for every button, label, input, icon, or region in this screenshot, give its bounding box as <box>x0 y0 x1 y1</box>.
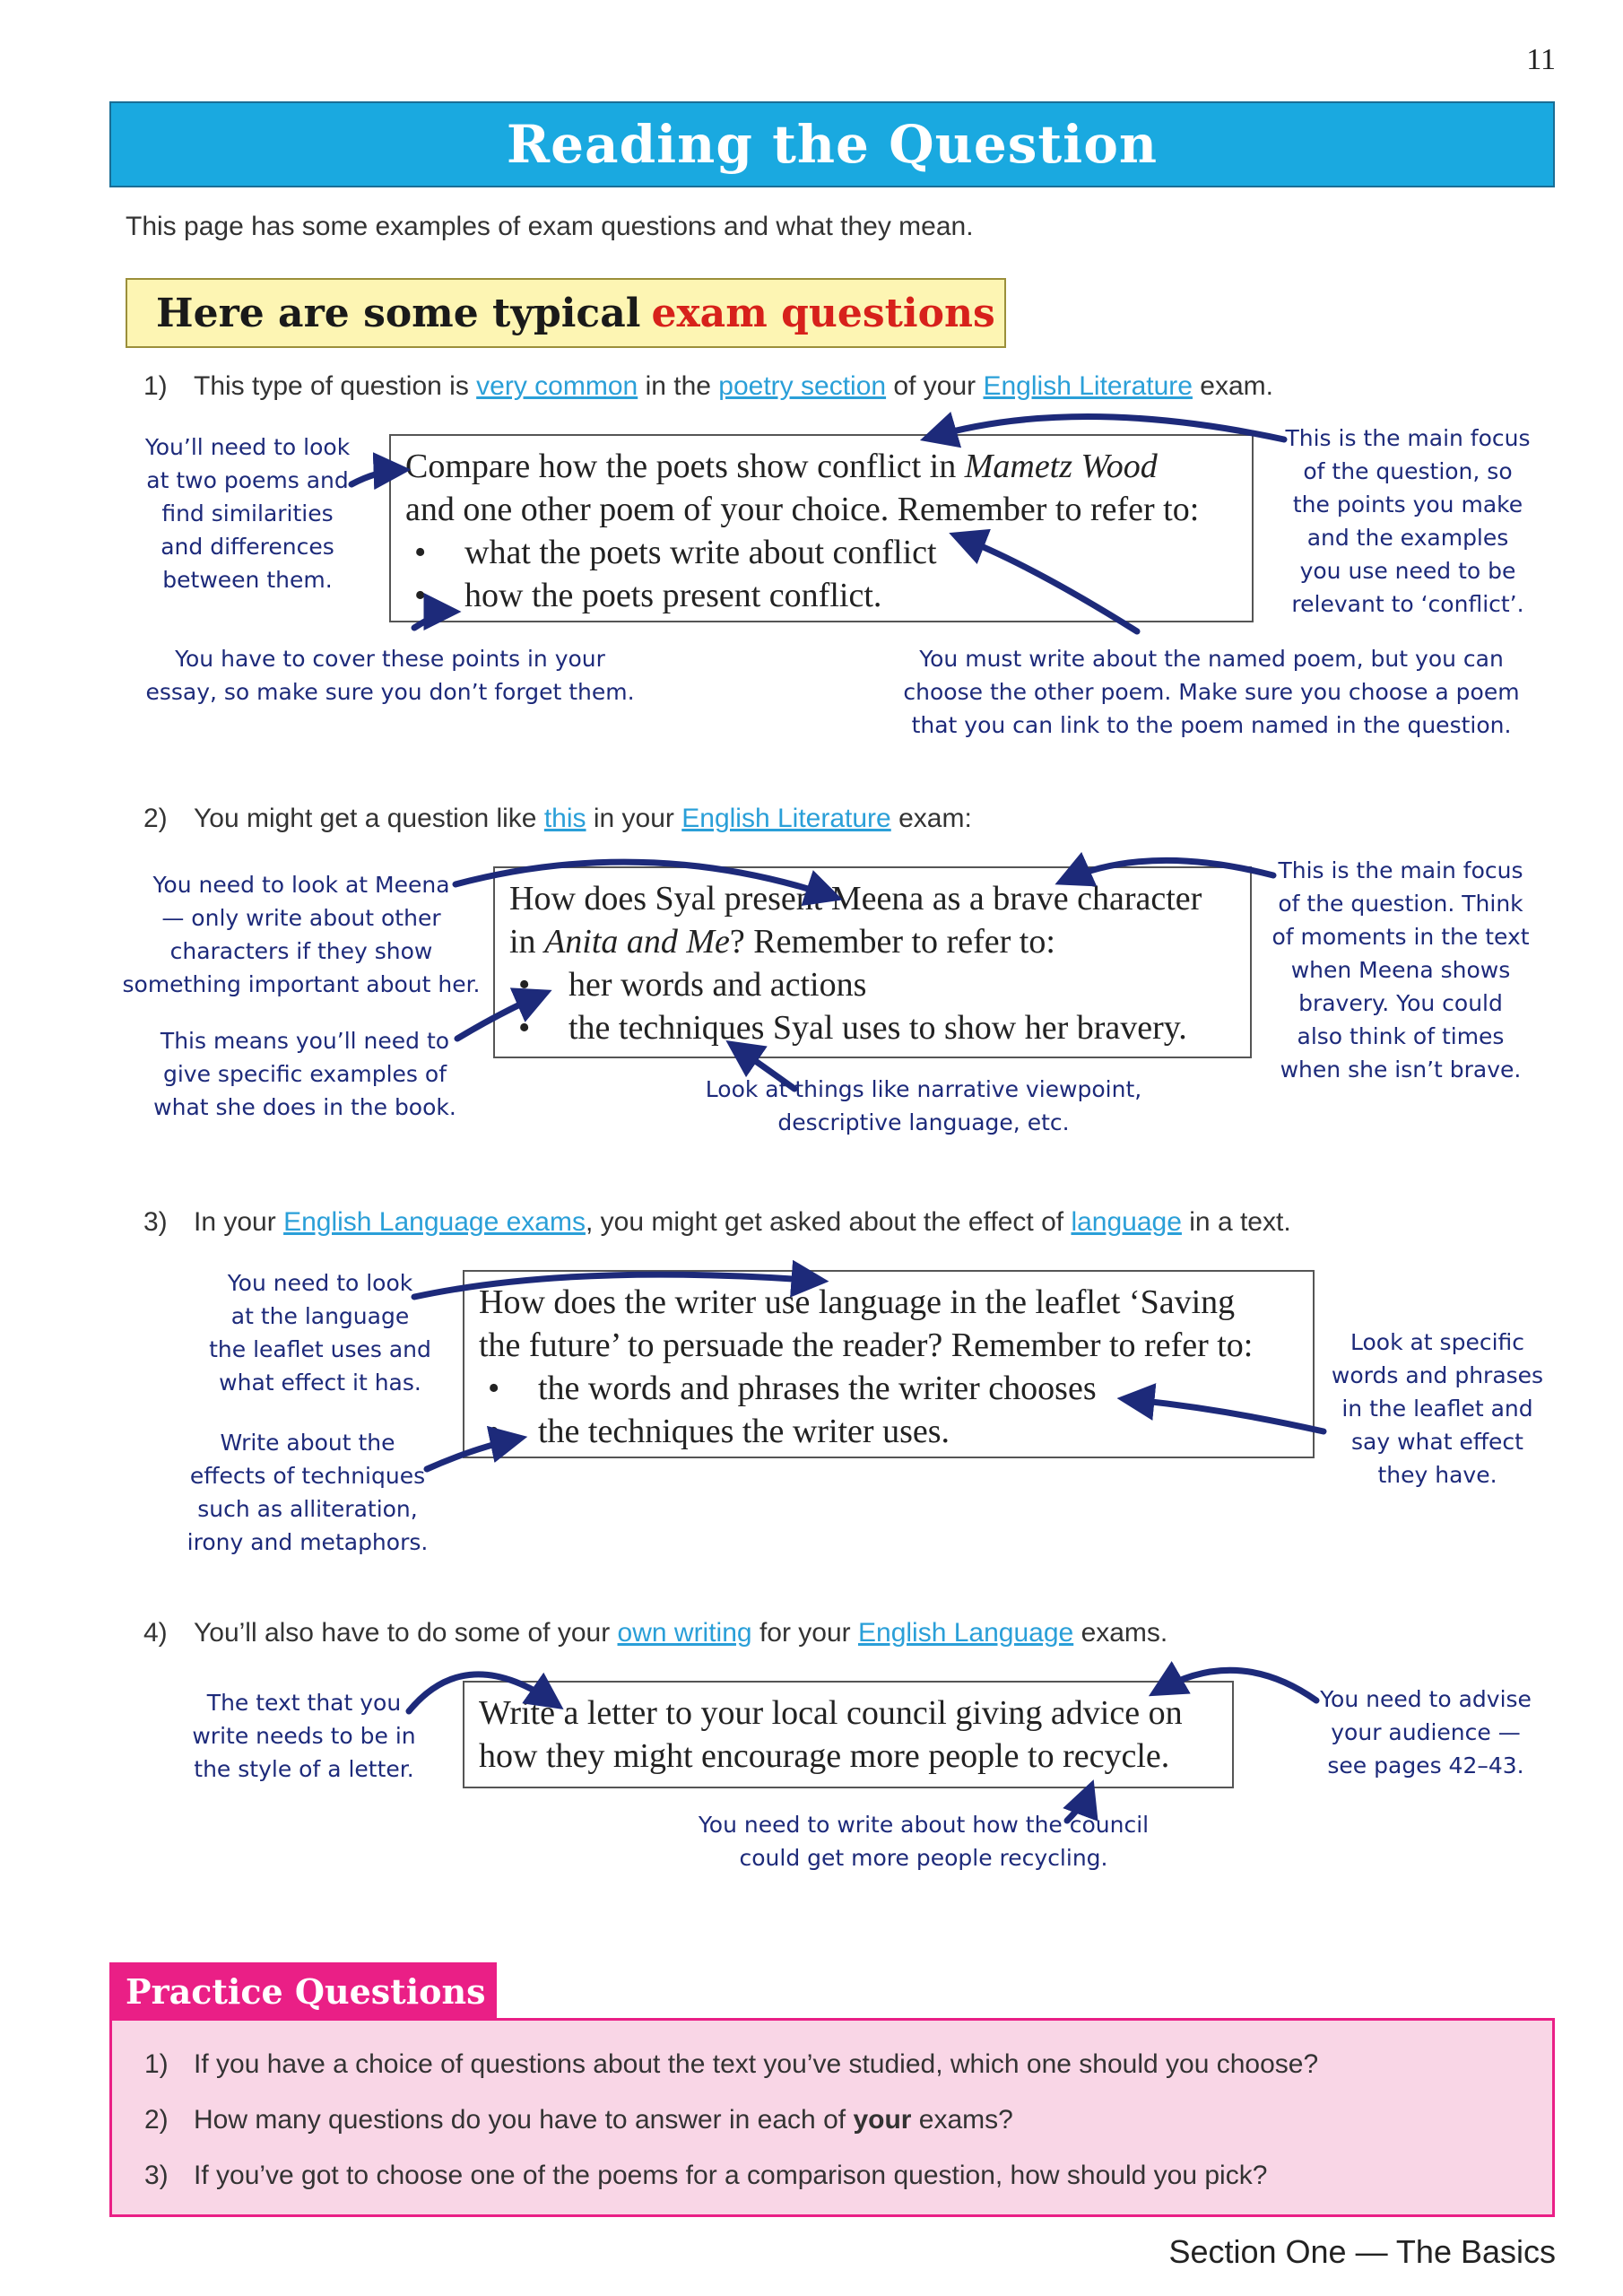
practice-question <box>144 2148 1552 2204</box>
note-line: when Meena shows <box>1290 957 1511 983</box>
practice-question <box>144 2037 1552 2092</box>
note-line: give specific examples of <box>162 1061 447 1087</box>
note-q4-left <box>183 1686 425 1786</box>
question-line: and one other poem of your choice. Remember to refer to: <box>405 491 1200 528</box>
note-q2-bottom <box>681 1073 1166 1139</box>
note-q3-left-bottom <box>178 1426 438 1559</box>
practice-questions-tab: Practice Questions <box>109 1962 497 2020</box>
intro-text: This page has some examples of exam questions and what they mean. <box>126 212 974 241</box>
poem-title: Mametz Wood <box>964 448 1158 485</box>
note-line: This is the main focus <box>1278 857 1523 883</box>
question-4-heading <box>143 1618 1167 1648</box>
question-line <box>509 920 1236 963</box>
note-line: could get more people recycling. <box>739 1845 1108 1871</box>
note-line: Write about the <box>220 1430 395 1456</box>
bullet-text: the techniques Syal uses to show her bravery. <box>568 1009 1187 1047</box>
question-number: 3) <box>143 1207 168 1237</box>
bullet-text: her words and actions <box>568 966 867 1004</box>
note-line: The text that you <box>206 1690 402 1716</box>
note-q1-right <box>1273 422 1542 621</box>
practice-number: 1) <box>144 2049 169 2079</box>
note-line: at the language <box>230 1303 410 1329</box>
typical-lead: Here are some typical <box>156 290 641 336</box>
note-line: see pages 42–43. <box>1327 1752 1524 1779</box>
note-line: You have to cover these points in your <box>175 646 605 672</box>
note-line: when she isn’t brave. <box>1280 1057 1522 1083</box>
note-line: in the leaflet and <box>1341 1396 1533 1422</box>
heading-text: in a text. <box>1189 1207 1291 1237</box>
question-number: 1) <box>143 371 168 401</box>
link-very-common[interactable]: very common <box>476 371 638 401</box>
question-number: 2) <box>143 804 168 833</box>
note-line: This means you’ll need to <box>160 1028 450 1054</box>
note-line: your audience — <box>1331 1719 1521 1745</box>
heading-text: You might get a question like <box>194 804 537 833</box>
note-line: This is the main focus <box>1285 425 1531 451</box>
note-line: choose the other poem. Make sure you choose a poem <box>903 679 1520 705</box>
bullet-item: • the techniques the writer uses. <box>479 1410 1298 1453</box>
practice-text-bold: your <box>853 2105 912 2135</box>
note-line: relevant to ‘conflict’. <box>1291 591 1524 617</box>
question-line: Write a letter to your local council giving advice on <box>479 1694 1183 1732</box>
note-q4-right <box>1318 1683 1533 1782</box>
practice-question <box>144 2092 1552 2148</box>
practice-text: If you have a choice of questions about the text you’ve studied, which one should you choose? <box>194 2049 1319 2079</box>
note-line: Look at things like narrative viewpoint, <box>705 1076 1142 1102</box>
note-line: say what effect <box>1351 1429 1523 1455</box>
link-own-writing[interactable]: own writing <box>617 1618 752 1648</box>
question-1-box <box>389 434 1254 622</box>
practice-text <box>194 2092 1013 2148</box>
practice-number: 3) <box>144 2161 169 2190</box>
note-line: bravery. You could <box>1298 990 1503 1016</box>
question-3-box <box>463 1270 1315 1458</box>
question-text: ? Remember to refer to: <box>729 923 1055 961</box>
heading-text: exams. <box>1081 1618 1168 1648</box>
note-line: descriptive language, etc. <box>777 1109 1070 1135</box>
heading-text: In your <box>194 1207 276 1237</box>
practice-text-part: exams? <box>918 2105 1013 2135</box>
note-line: something important about her. <box>122 971 481 997</box>
question-1-heading <box>143 371 1273 402</box>
question-3-heading <box>143 1207 1291 1238</box>
note-line: find similarities <box>161 500 334 526</box>
note-line: essay, so make sure you don’t forget them. <box>145 679 635 705</box>
note-line: and the examples <box>1306 525 1509 551</box>
link-english-literature[interactable]: English Literature <box>983 371 1193 401</box>
note-line: of the question, so <box>1303 458 1513 484</box>
note-line: Look at specific <box>1350 1329 1525 1355</box>
note-line: effects of techniques <box>189 1463 426 1489</box>
heading-text: in your <box>593 804 674 833</box>
bullet-item: • the techniques Syal uses to show her bravery. <box>509 1006 1236 1049</box>
heading-text: for your <box>759 1618 851 1648</box>
question-line: the future’ to persuade the reader? Remember to refer to: <box>479 1326 1254 1364</box>
bullet-text: the techniques the writer uses. <box>538 1413 950 1450</box>
typical-questions-heading <box>126 278 1006 348</box>
link-english-literature[interactable]: English Literature <box>681 804 891 833</box>
bullet-text: how the poets present conflict. <box>464 577 882 614</box>
book-title: Anita and Me <box>544 923 730 961</box>
note-line: — only write about other <box>161 905 441 931</box>
heading-text: of your <box>893 371 976 401</box>
note-line: You need to advise <box>1320 1686 1532 1712</box>
link-english-language[interactable]: English Language <box>858 1618 1074 1648</box>
note-q2-right <box>1266 854 1535 1086</box>
link-poetry-section[interactable]: poetry section <box>718 371 887 401</box>
heading-text: in the <box>645 371 711 401</box>
heading-text: exam: <box>898 804 972 833</box>
heading-text: This type of question is <box>194 371 469 401</box>
bullet-item: • her words and actions <box>509 963 1236 1006</box>
note-line: You’ll need to look <box>144 434 351 460</box>
bullet-item: • what the poets write about conflict <box>405 531 1237 574</box>
question-number: 4) <box>143 1618 168 1648</box>
note-line: write needs to be in <box>192 1723 416 1749</box>
note-line: You must write about the named poem, but you can <box>919 646 1504 672</box>
note-q2-left-bottom <box>143 1024 466 1124</box>
title-banner <box>109 101 1555 187</box>
practice-number: 2) <box>144 2105 169 2135</box>
note-line: what she does in the book. <box>153 1094 456 1120</box>
note-line: You need to look <box>227 1270 413 1296</box>
note-q3-left-top <box>190 1266 450 1399</box>
note-line: the style of a letter. <box>194 1756 414 1782</box>
question-line <box>405 445 1237 488</box>
note-line: at two poems and <box>146 467 349 493</box>
question-text: Compare how the poets show conflict in <box>405 448 957 485</box>
note-line: what effect it has. <box>219 1370 421 1396</box>
note-line: You need to look at Meena <box>152 872 450 898</box>
note-q4-bottom <box>690 1808 1157 1874</box>
note-line: between them. <box>162 567 333 593</box>
heading-text: exam. <box>1200 371 1273 401</box>
question-line: how they might encourage more people to recycle. <box>479 1737 1170 1775</box>
note-q1-left <box>133 430 362 596</box>
bullet-text: the words and phrases the writer chooses <box>538 1370 1097 1407</box>
link-this[interactable]: this <box>543 804 586 833</box>
note-line: that you can link to the poem named in the question. <box>911 712 1512 738</box>
note-line: of the question. Think <box>1278 891 1523 917</box>
note-line: irony and metaphors. <box>187 1529 429 1555</box>
note-line: words and phrases <box>1331 1362 1544 1388</box>
section-footer: Section One — The Basics <box>1168 2233 1556 2270</box>
note-line: and differences <box>161 534 334 560</box>
practice-text-part: How many questions do you have to answer in each of <box>194 2105 846 2135</box>
practice-questions-box <box>109 2018 1555 2217</box>
note-line: such as alliteration, <box>197 1496 418 1522</box>
heading-text: , you might get asked about the effect of <box>585 1207 1064 1237</box>
note-line: of moments in the text <box>1271 924 1530 950</box>
page-number: 11 <box>1526 43 1556 76</box>
note-line: characters if they show <box>169 938 433 964</box>
note-line: the points you make <box>1292 491 1523 517</box>
question-2-box <box>493 866 1252 1058</box>
bullet-item: • the words and phrases the writer chooses <box>479 1367 1298 1410</box>
note-line: You need to write about how the council <box>698 1812 1150 1838</box>
bullet-item: • how the poets present conflict. <box>405 574 1237 617</box>
question-2-heading <box>143 804 972 834</box>
question-4-box <box>463 1681 1234 1788</box>
question-line: How does the writer use language in the leaflet ‘Saving <box>479 1283 1236 1321</box>
note-q3-right <box>1327 1326 1548 1492</box>
note-line: you use need to be <box>1299 558 1516 584</box>
note-q1-bottom-left <box>135 642 646 709</box>
heading-text: You’ll also have to do some of your <box>194 1618 611 1648</box>
bullet-text: what the poets write about conflict <box>464 534 937 571</box>
question-text: in <box>509 923 536 961</box>
link-english-language-exams[interactable]: English Language exams <box>283 1207 586 1237</box>
note-q2-left-top <box>122 868 481 1001</box>
typical-highlight: exam questions <box>651 290 995 336</box>
page-title: Reading the Question <box>506 114 1159 175</box>
note-line: the leaflet uses and <box>209 1336 431 1362</box>
note-q1-bottom-right <box>895 642 1528 742</box>
link-language[interactable]: language <box>1071 1207 1182 1237</box>
practice-text: If you’ve got to choose one of the poems for a comparison question, how should you pick? <box>194 2161 1268 2190</box>
note-line: also think of times <box>1297 1023 1505 1049</box>
question-line: How does Syal present Meena as a brave character <box>509 880 1202 918</box>
note-line: they have. <box>1377 1462 1497 1488</box>
